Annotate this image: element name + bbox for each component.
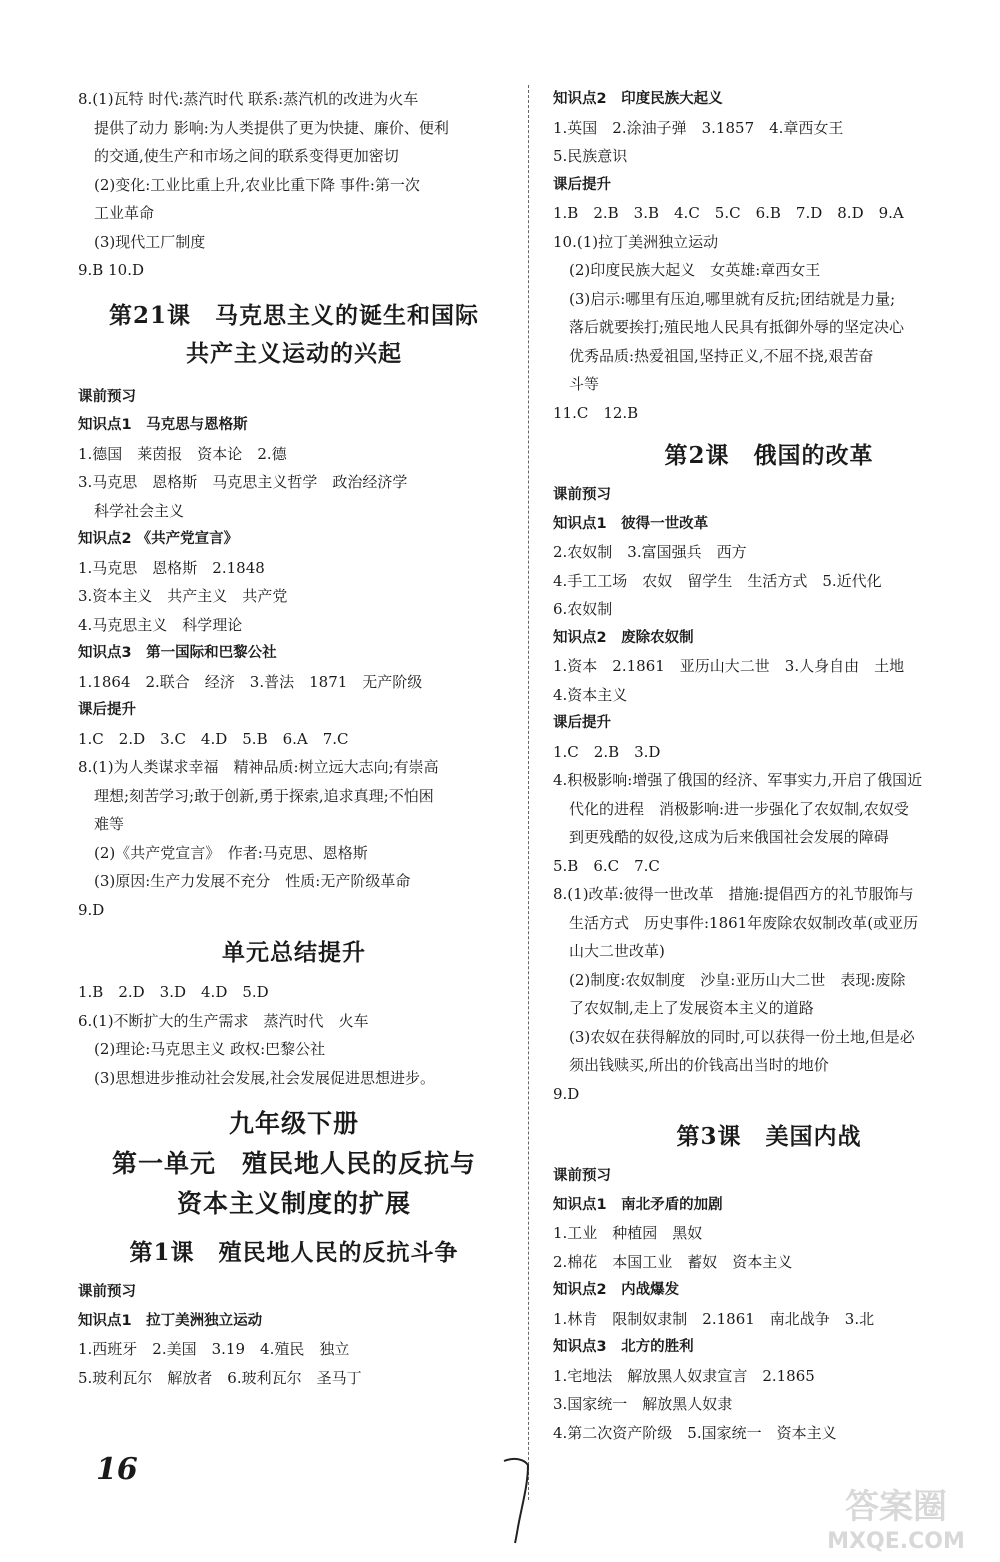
answer-line: 1.资本 2.1861 亚历山大二世 3.人身自由 土地 [553,657,905,675]
svg-text:MXQE.COM: MXQE.COM [827,1529,965,1554]
section-title [78,934,510,972]
subheading: 知识点1 南北矛盾的加剧 [553,1196,723,1213]
section-title-line: 第1课 殖民地人民的反抗斗争 [129,1239,459,1266]
answer-line: (2)理论:马克思主义 政权:巴黎公社 [94,1040,326,1058]
answer-line: 1.B 2.B 3.B 4.C 5.C 6.B 7.D 8.D 9.A [553,204,904,222]
answer-line: 1.B 2.D 3.D 4.D 5.D [78,983,269,1001]
subheading: 知识点1 彼得一世改革 [553,515,709,532]
answer-line: 1.德国 莱茵报 资本论 2.德 [78,444,287,463]
answer-line: 工业革命 [94,204,155,222]
section-title-line: 第一单元 殖民地人民的反抗与 [111,1149,476,1178]
subheading: 知识点2 印度民族大起义 [553,91,723,107]
answer-line: 理想;刻苦学习;敢于创新,勇于探索,追求真理;不怕困 [94,786,434,805]
pen-scribble [498,1455,538,1545]
answer-line: (3)启示:哪里有压迫,哪里就有反抗;团结就是力量; [569,289,896,308]
answer-line: 6.(1)不断扩大的生产需求 蒸汽时代 火车 [78,1011,369,1030]
answer-line: 的交通,使生产和市场之间的联系变得更加密切 [94,147,399,165]
answer-line: 4.手工工场 农奴 留学生 生活方式 5.近代化 [553,571,882,590]
page-number: 16 [96,1452,138,1487]
answer-line: (3)现代工厂制度 [94,232,206,251]
answer-line: 3.马克思 恩格斯 马克思主义哲学 政治经济学 [78,473,408,491]
svg-text:答案圈: 答案圈 [845,1487,947,1527]
column-divider [528,85,529,1500]
answer-line: (2)变化:工业比重上升,农业比重下降 事件:第一次 [94,175,420,194]
subheading: 课前预习 [78,1284,136,1300]
section-title-line: 第3课 美国内战 [676,1123,862,1150]
answer-line: 了农奴制,走上了发展资本主义的道路 [569,999,814,1017]
answer-line: (2)《共产党宣言》 作者:马克思、恩格斯 [94,843,368,862]
answer-line: 到更残酷的奴役,这成为后来俄国社会发展的障碍 [569,828,889,846]
section-title-line: 单元总结提升 [222,939,366,966]
subheading: 课后提升 [553,715,611,731]
subheading: 知识点2 《共产党宣言》 [78,531,239,547]
subheading: 知识点1 马克思与恩格斯 [78,417,248,433]
answer-line: 难等 [94,815,125,833]
answer-line: 1.西班牙 2.美国 3.19 4.殖民 独立 [78,1340,350,1358]
subheading: 课前预习 [553,487,611,503]
section-title-line: 第21课 马克思主义的诞生和国际 [108,301,479,329]
section-title-line: 第2课 俄国的改革 [664,442,874,469]
watermark-logo [806,1476,986,1556]
answer-line: 1.C 2.B 3.D [553,742,661,761]
answer-line: 1.英国 2.涂油子弹 3.1857 4.章西女王 [553,118,844,137]
section-title [78,1104,510,1224]
answer-line: 须出钱赎买,所出的价钱高出当时的地价 [569,1056,829,1074]
answer-line: (2)制度:农奴制度 沙皇:亚历山大二世 表现:废除 [569,970,906,989]
answer-line: 4.第二次资产阶级 5.国家统一 资本主义 [553,1423,837,1442]
answer-line: 4.资本主义 [553,685,628,704]
answer-line: (3)思想进步推动社会发展,社会发展促进思想进步。 [94,1068,436,1087]
subheading: 课后提升 [78,702,136,718]
answer-line: 8.(1)改革:彼得一世改革 措施:提倡西方的礼节服饰与 [553,885,914,903]
answer-line: (2)印度民族大起义 女英雄:章西女王 [569,261,821,279]
answer-line: 8.(1)为人类谋求幸福 精神品质:树立远大志向;有崇高 [78,758,439,776]
subheading: 课前预习 [553,1168,611,1184]
answer-line: 10.(1)拉丁美洲独立运动 [553,232,719,251]
answer-line: 2.棉花 本国工业 蓄奴 资本主义 [553,1252,793,1271]
section-title-line: 资本主义制度的扩展 [176,1189,411,1218]
answer-line: 科学社会主义 [94,501,185,520]
subheading: 知识点3 第一国际和巴黎公社 [78,645,277,661]
answer-line: 生活方式 历史事件:1861年废除农奴制改革(或亚历 [569,913,919,932]
left-column [78,85,510,1392]
answer-line: 优秀品质:热爱祖国,坚持正义,不屈不挠,艰苦奋 [569,346,874,365]
answer-line: 4.马克思主义 科学理论 [78,615,243,634]
subheading: 知识点2 内战爆发 [553,1282,680,1298]
answer-line: 8.(1)瓦特 时代:蒸汽时代 联系:蒸汽机的改进为火车 [78,90,419,108]
subheading: 知识点1 拉丁美洲独立运动 [78,1312,263,1329]
answer-line: (3)农奴在获得解放的同时,可以获得一份土地,但是必 [569,1027,915,1046]
section-title [78,1234,510,1272]
answer-line: 提供了动力 影响:为人类提供了更为快捷、廉价、便利 [94,118,449,137]
answer-line: 斗等 [569,375,600,393]
answer-line: 1.马克思 恩格斯 2.1848 [78,558,265,577]
answer-line: 2.农奴制 3.富国强兵 西方 [553,543,747,561]
answer-line: 9.D [78,900,105,919]
answer-line: 9.B 10.D [78,261,144,279]
section-title [78,297,510,373]
answer-line: 1.宅地法 解放黑人奴隶宣言 2.1865 [553,1366,815,1385]
answer-line: 代化的进程 消极影响:进一步强化了农奴制,农奴受 [569,799,909,818]
answer-line: 1.1864 2.联合 经济 3.普法 1871 无产阶级 [78,672,423,691]
answer-line: 1.林肯 限制奴隶制 2.1861 南北战争 3.北 [553,1309,875,1328]
answer-line: 4.积极影响:增强了俄国的经济、军事实力,开启了俄国近 [553,771,923,789]
section-title [553,437,985,475]
section-title [553,1118,985,1156]
subheading: 知识点3 北方的胜利 [553,1339,694,1355]
answer-line: 5.B 6.C 7.C [553,856,660,875]
subheading: 课后提升 [553,176,611,193]
answer-line: 9.D [553,1084,580,1103]
answer-line: 1.工业 种植园 黑奴 [553,1224,703,1242]
answer-line: 5.民族意识 [553,147,628,165]
answer-line: 3.资本主义 共产主义 共产党 [78,587,288,605]
answer-line: 5.玻利瓦尔 解放者 6.玻利瓦尔 圣马丁 [78,1368,362,1387]
answer-line: 11.C 12.B [553,403,639,422]
answer-line: 落后就要挨打;殖民地人民具有抵御外辱的坚定决心 [569,318,905,336]
answer-line: 1.C 2.D 3.C 4.D 5.B 6.A 7.C [78,729,349,748]
section-title-line: 九年级下册 [228,1109,359,1138]
right-column [553,85,985,1447]
answer-line: 6.农奴制 [553,600,613,618]
answer-line: 3.国家统一 解放黑人奴隶 [553,1395,733,1413]
section-title-line: 共产主义运动的兴起 [186,339,402,367]
answer-line: (3)原因:生产力发展不充分 性质:无产阶级革命 [94,872,411,890]
answer-line: 山大二世改革) [569,942,665,960]
subheading: 知识点2 废除农奴制 [553,629,694,646]
subheading: 课前预习 [78,388,136,405]
